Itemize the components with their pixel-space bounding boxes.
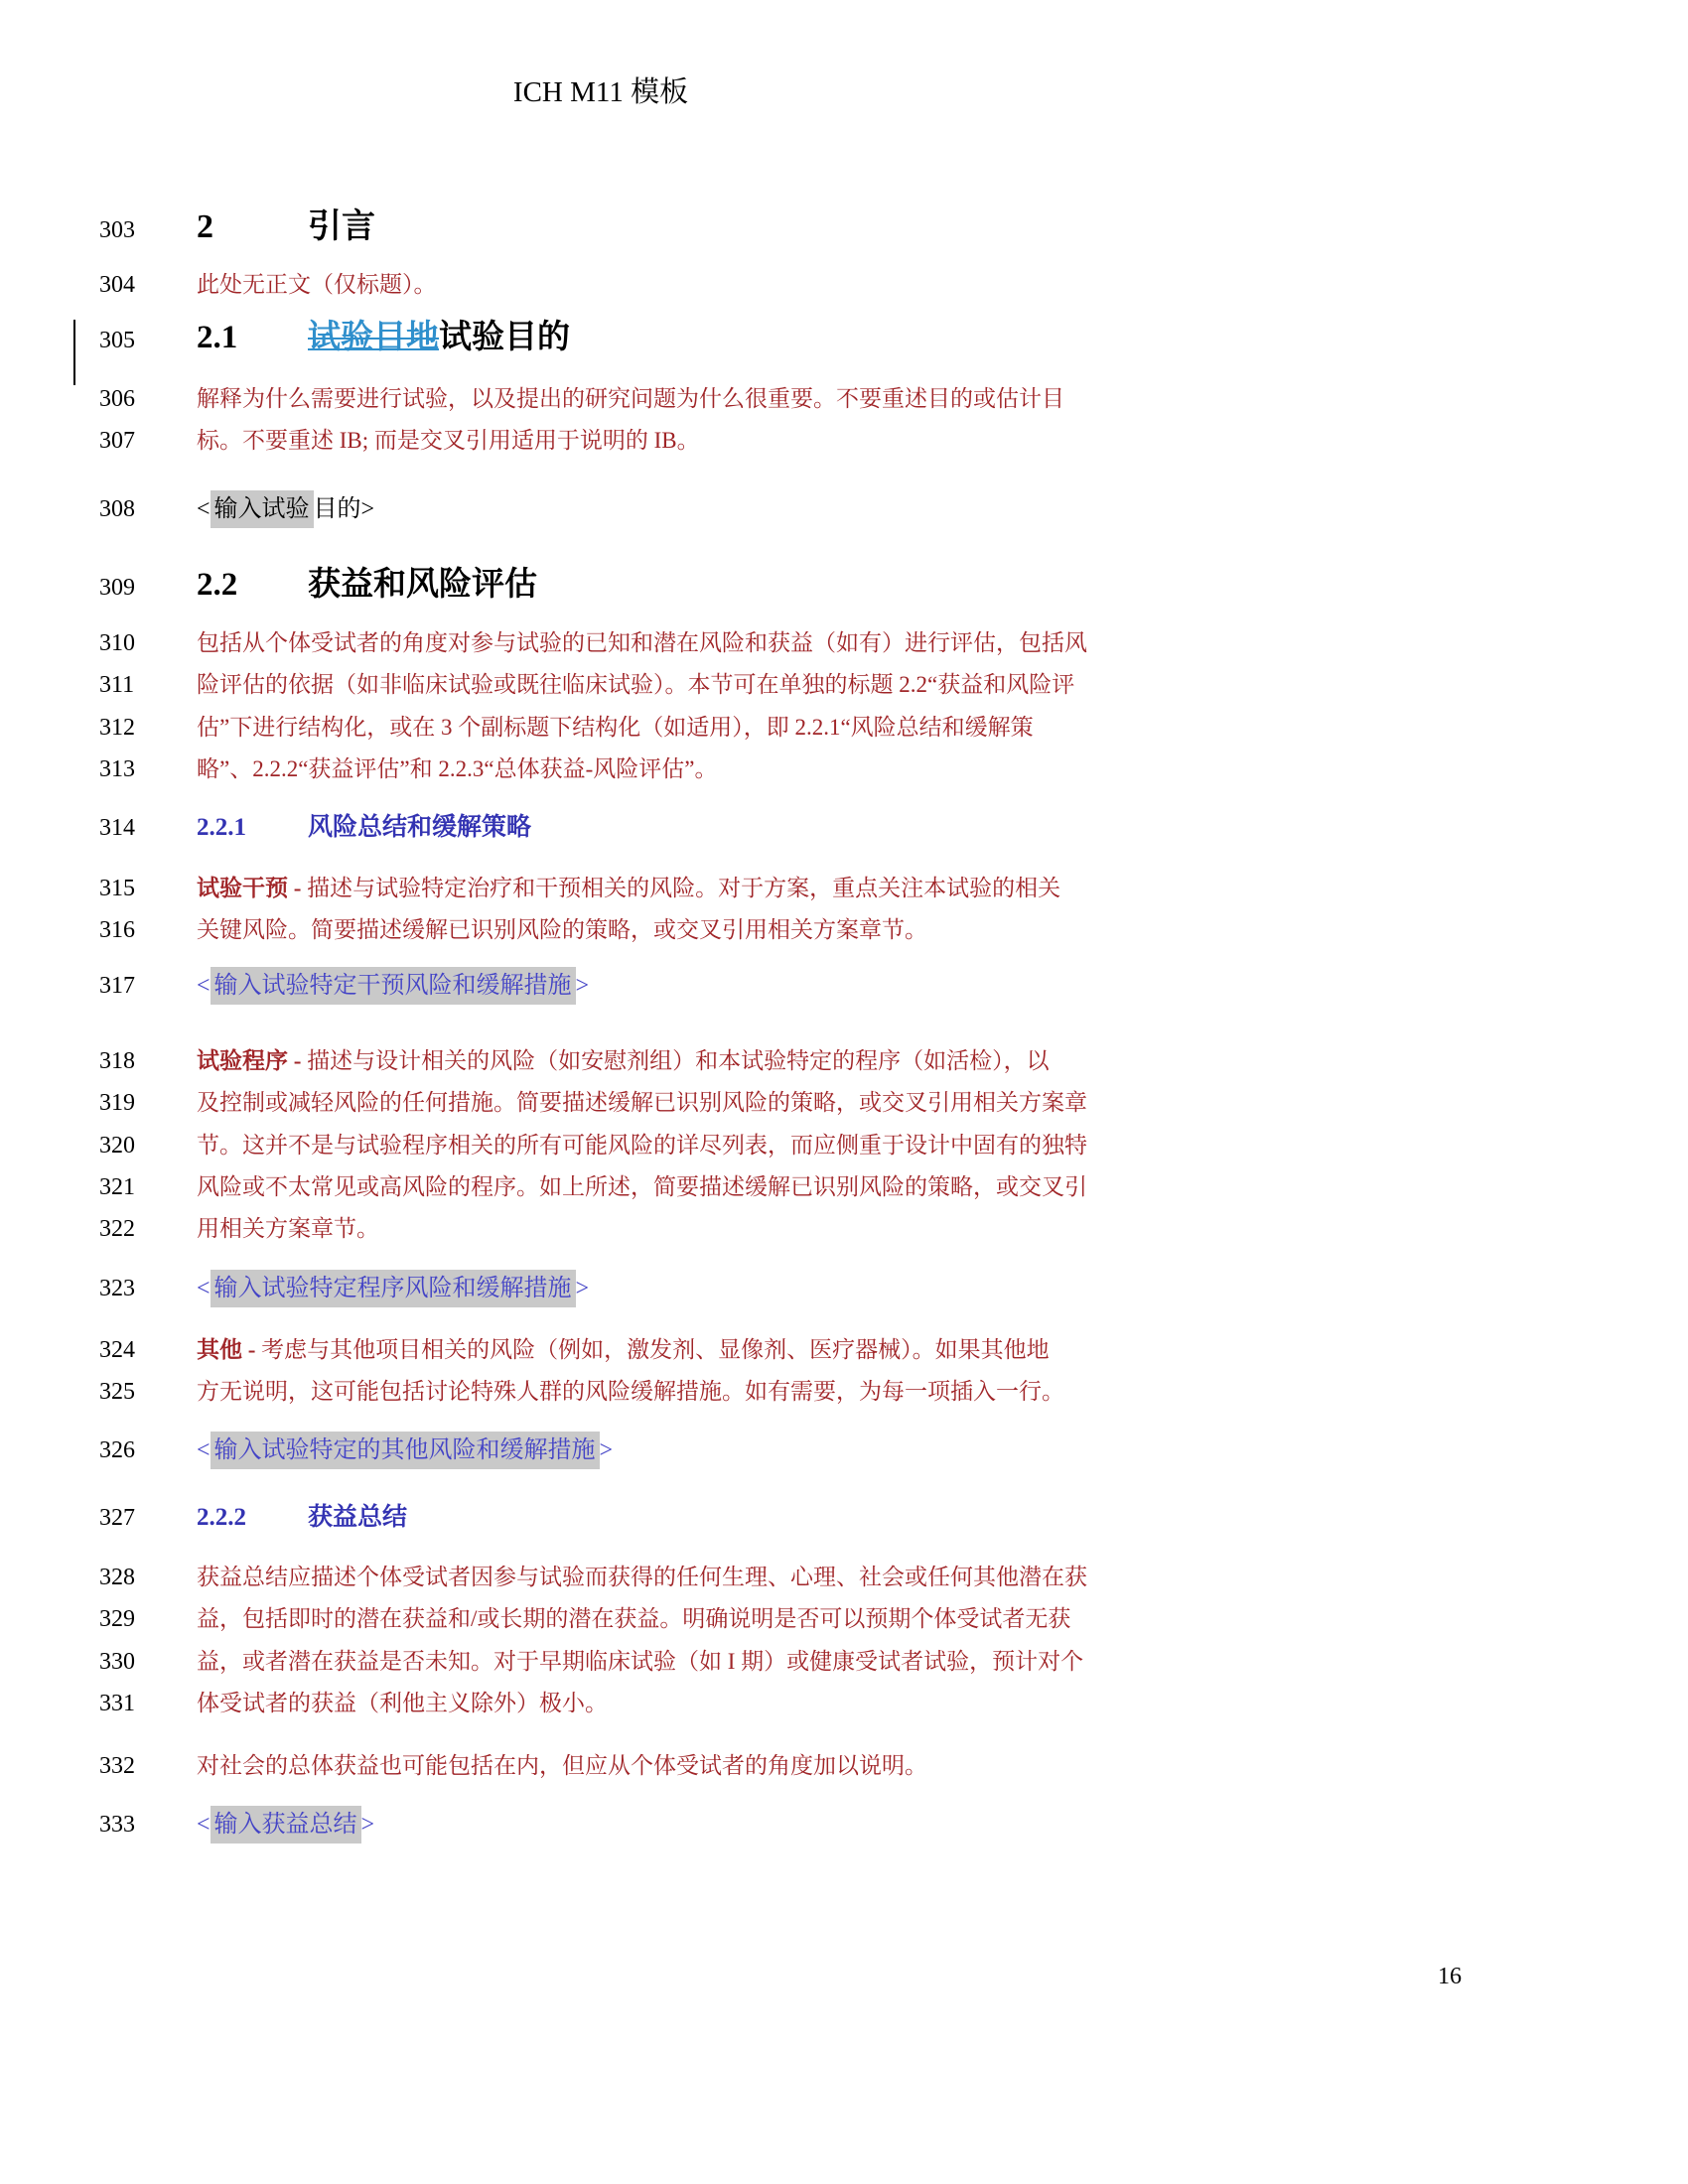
- section-title: 引言: [308, 208, 375, 245]
- line-number: 323: [99, 1276, 135, 1301]
- line-number: 304: [99, 272, 135, 298]
- line-307: [99, 420, 700, 462]
- line-324: [99, 1329, 1050, 1371]
- line-number: 307: [99, 428, 135, 454]
- page-header-title: ICH M11 模板: [512, 76, 689, 108]
- line-number: 332: [99, 1753, 135, 1779]
- instruction-text: 体受试者的获益（利他主义除外）极小。: [197, 1691, 608, 1715]
- instruction-text: 用相关方案章节。: [197, 1216, 379, 1241]
- placeholder-open-bracket: <: [197, 1437, 211, 1463]
- line-number: 312: [99, 715, 135, 741]
- line-305: [99, 314, 570, 364]
- placeholder-close-bracket: >: [575, 973, 590, 999]
- placeholder-open-bracket: <: [197, 1812, 211, 1838]
- instruction-text: 对社会的总体获益也可能包括在内，但应从个体受试者的角度加以说明。: [197, 1753, 927, 1778]
- line-number: 308: [99, 496, 135, 522]
- line-326: [99, 1430, 613, 1471]
- line-number: 333: [99, 1812, 135, 1838]
- line-number: 321: [99, 1174, 135, 1200]
- line-number: 326: [99, 1437, 135, 1463]
- line-number: 303: [99, 217, 135, 243]
- instruction-text: 风险或不太常见或高风险的程序。如上所述，简要描述缓解已识别风险的策略，或交叉引: [197, 1174, 1087, 1199]
- line-322: [99, 1208, 379, 1250]
- line-number: 327: [99, 1505, 135, 1531]
- line-328: [99, 1557, 1087, 1598]
- section-number: 2.1: [197, 320, 238, 355]
- instruction-text: 益，或者潜在获益是否未知。对于早期临床试验（如 I 期）或健康受试者试验，预计对个: [197, 1649, 1084, 1674]
- placeholder-field[interactable]: 输入获益总结: [211, 1806, 361, 1843]
- line-number: 306: [99, 386, 135, 412]
- line-number: 330: [99, 1649, 135, 1675]
- line-332: [99, 1745, 927, 1787]
- line-number: 315: [99, 876, 135, 901]
- placeholder-field[interactable]: 输入试验特定程序风险和缓解措施: [211, 1270, 576, 1307]
- section-title: 试验目的: [439, 320, 570, 355]
- line-331: [99, 1683, 608, 1724]
- bold-lead: 试验程序 -: [197, 1048, 302, 1073]
- placeholder-field[interactable]: 输入试验特定干预风险和缓解措施: [211, 967, 576, 1005]
- line-330: [99, 1641, 1083, 1683]
- line-number: 331: [99, 1691, 135, 1716]
- placeholder-field[interactable]: 输入试验特定的其他风险和缓解措施: [211, 1432, 600, 1469]
- line-311: [99, 664, 1074, 706]
- instruction-text: 略”、2.2.2“获益评估”和 2.2.3“总体获益-风险评估”。: [197, 756, 718, 781]
- section-number: 2.2.2: [197, 1504, 246, 1531]
- section-title: 风险总结和缓解策略: [308, 814, 532, 841]
- line-number: 310: [99, 630, 135, 656]
- line-number: 325: [99, 1379, 135, 1405]
- line-number: 328: [99, 1565, 135, 1590]
- placeholder-close-bracket: >: [360, 496, 375, 522]
- bold-lead: 其他 -: [197, 1337, 256, 1362]
- placeholder-close-bracket: >: [360, 1812, 375, 1838]
- section-number: 2: [197, 208, 213, 245]
- line-number: 309: [99, 575, 135, 601]
- placeholder-field[interactable]: 输入试验: [211, 490, 314, 528]
- line-number: 324: [99, 1337, 135, 1363]
- instruction-text: 描述与设计相关的风险（如安慰剂组）和本试验特定的程序（如活检），以: [301, 1048, 1050, 1073]
- section-title: 获益和风险评估: [308, 567, 537, 603]
- line-number: 329: [99, 1606, 135, 1632]
- line-number: 311: [99, 672, 135, 698]
- line-number: 318: [99, 1048, 135, 1074]
- placeholder-open-bracket: <: [197, 1276, 211, 1301]
- line-314: [99, 806, 531, 850]
- line-316: [99, 909, 927, 951]
- instruction-text: 及控制或减轻风险的任何措施。简要描述缓解已识别风险的策略，或交叉引用相关方案章: [197, 1090, 1087, 1115]
- deleted-text: 试验目地: [308, 320, 439, 355]
- instruction-text: 标。不要重述 IB; 而是交叉引用适用于说明的 IB。: [197, 428, 700, 453]
- line-329: [99, 1598, 1070, 1640]
- line-321: [99, 1166, 1087, 1208]
- placeholder-open-bracket: <: [197, 973, 211, 999]
- instruction-text: 解释为什么需要进行试验，以及提出的研究问题为什么很重要。不要重述目的或估计目: [197, 386, 1064, 411]
- placeholder-close-bracket: >: [599, 1437, 614, 1463]
- section-number: 2.2.1: [197, 814, 246, 841]
- section-number: 2.2: [197, 567, 238, 603]
- line-303: [99, 204, 375, 254]
- line-320: [99, 1125, 1087, 1166]
- placeholder-open-bracket: <: [197, 496, 211, 522]
- instruction-text: 节。这并不是与试验程序相关的所有可能风险的详尽列表，而应侧重于设计中固有的独特: [197, 1133, 1087, 1158]
- line-319: [99, 1082, 1087, 1124]
- line-308: [99, 488, 374, 530]
- section-title: 获益总结: [308, 1504, 408, 1531]
- line-number: 313: [99, 756, 135, 782]
- line-number: 320: [99, 1133, 135, 1159]
- line-number: 317: [99, 973, 135, 999]
- instruction-text: 估”下进行结构化，或在 3 个副标题下结构化（如适用），即 2.2.1“风险总结和缓解策: [197, 715, 1034, 740]
- change-bar: [73, 320, 75, 385]
- line-318: [99, 1040, 1050, 1082]
- placeholder-tail-text: 目的: [313, 496, 361, 522]
- line-323: [99, 1268, 589, 1309]
- line-number: 316: [99, 917, 135, 943]
- line-325: [99, 1371, 1064, 1413]
- line-310: [99, 622, 1087, 664]
- instruction-text: 险评估的依据（如非临床试验或既往临床试验）。本节可在单独的标题 2.2“获益和风险评: [197, 672, 1075, 697]
- line-number: 314: [99, 815, 135, 841]
- line-number: 305: [99, 328, 135, 353]
- line-333: [99, 1804, 374, 1845]
- instruction-text: 此处无正文（仅标题）。: [197, 272, 437, 297]
- instruction-text: 描述与试验特定治疗和干预相关的风险。对于方案，重点关注本试验的相关: [301, 876, 1061, 900]
- instruction-text: 获益总结应描述个体受试者因参与试验而获得的任何生理、心理、社会或任何其他潜在获: [197, 1565, 1087, 1589]
- line-304: [99, 264, 437, 306]
- page-number: 16: [1438, 1964, 1462, 1989]
- placeholder-close-bracket: >: [575, 1276, 590, 1301]
- instruction-text: 关键风险。简要描述缓解已识别风险的策略，或交叉引用相关方案章节。: [197, 917, 927, 942]
- instruction-text: 考虑与其他项目相关的风险（例如，激发剂、显像剂、医疗器械）。如果其他地: [255, 1337, 1050, 1362]
- line-315: [99, 868, 1060, 909]
- instruction-text: 益，包括即时的潜在获益和/或长期的潜在获益。明确说明是否可以预期个体受试者无获: [197, 1606, 1071, 1631]
- line-309: [99, 561, 537, 612]
- line-327: [99, 1496, 407, 1540]
- line-312: [99, 707, 1034, 749]
- bold-lead: 试验干预 -: [197, 876, 302, 900]
- line-number: 319: [99, 1090, 135, 1116]
- instruction-text: 方无说明，这可能包括讨论特殊人群的风险缓解措施。如有需要，为每一项插入一行。: [197, 1379, 1064, 1404]
- line-306: [99, 378, 1064, 420]
- instruction-text: 包括从个体受试者的角度对参与试验的已知和潜在风险和获益（如有）进行评估，包括风: [197, 630, 1087, 655]
- line-317: [99, 965, 589, 1007]
- line-number: 322: [99, 1216, 135, 1242]
- line-313: [99, 749, 717, 790]
